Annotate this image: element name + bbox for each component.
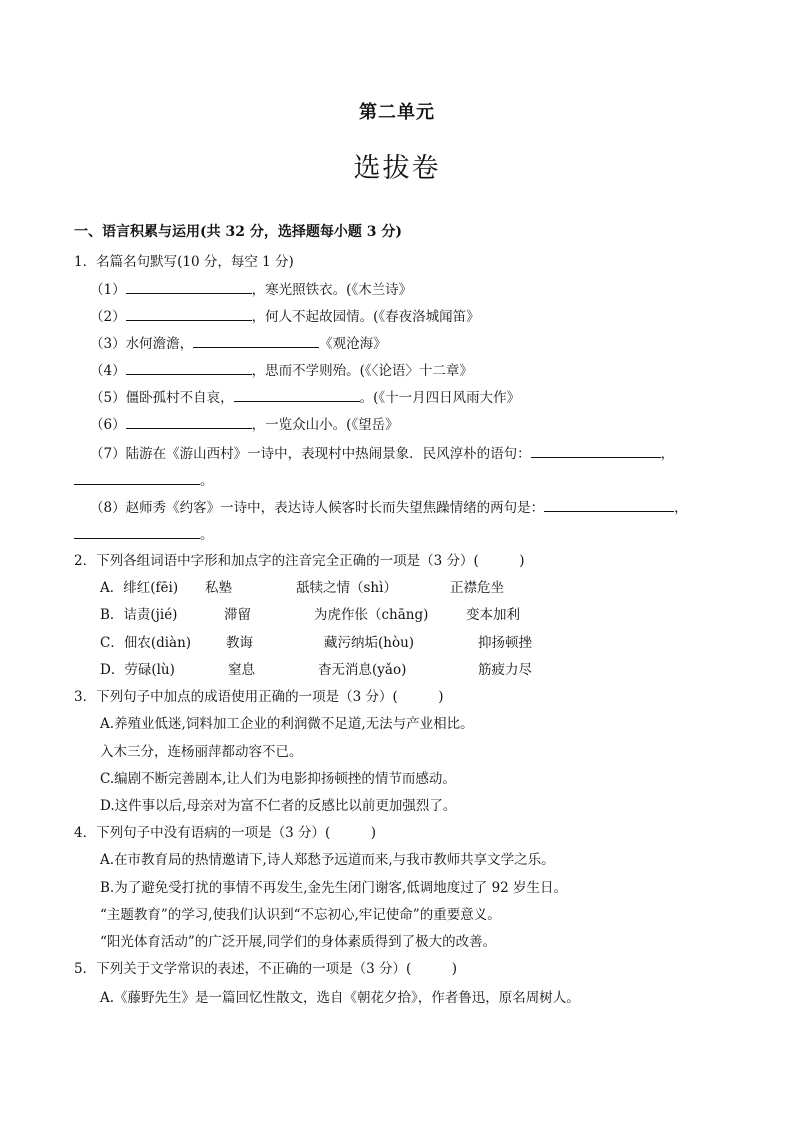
q1-item-7 bbox=[90, 443, 674, 464]
q4-option-a: A.在市教育局的热情邀请下,诗人郑愁予远道而来,与我市教师共享文学之乐。 bbox=[100, 852, 555, 868]
q1-item-8-comma: ， bbox=[674, 500, 688, 516]
q1-item-6-blank[interactable] bbox=[126, 414, 252, 429]
q1-item-7-blank-1[interactable] bbox=[531, 443, 661, 458]
q1-item-6 bbox=[90, 414, 399, 435]
q1-item-2 bbox=[90, 306, 480, 327]
q1-item-4-blank[interactable] bbox=[126, 360, 252, 375]
q1-item-7-end: 。 bbox=[200, 473, 214, 489]
q4-option-d: “阳光体育活动”的广泛开展,同学们的身体素质得到了极大的改善。 bbox=[100, 934, 497, 950]
q2-option-b-word1: B．诘责(jié) bbox=[100, 607, 178, 623]
q3-option-b: 入木三分，连杨丽萍都动容不已。 bbox=[100, 744, 303, 760]
q2-option-d-word4: 筋疲力尽 bbox=[478, 662, 532, 678]
q1-item-1-post: ，寒光照铁衣。(《木兰诗》 bbox=[251, 282, 413, 298]
q1-item-8 bbox=[90, 497, 688, 518]
q1-item-1 bbox=[90, 279, 412, 300]
question-4-stem: 4．下列句子中没有语病的一项是（3 分）( ) bbox=[74, 825, 377, 841]
exam-title: 选拔卷 bbox=[353, 153, 441, 184]
q1-item-4-pre: （4） bbox=[90, 363, 126, 379]
question-2-stem: 2．下列各组词语中字形和加点字的注音完全正确的一项是（3 分）( ) bbox=[74, 553, 525, 569]
q1-item-3 bbox=[90, 333, 387, 354]
q2-option-a-word3: 舐犊之情（shì） bbox=[296, 580, 397, 596]
q1-item-7-cont bbox=[74, 470, 214, 491]
q2-option-d-word2: 窒息 bbox=[228, 662, 255, 678]
q2-option-b-word3: 为虎作伥（chāng) bbox=[314, 607, 429, 623]
q1-item-5-pre: （5）僵卧孤村不自哀， bbox=[90, 390, 234, 406]
q2-option-c-word2: 教诲 bbox=[226, 635, 253, 651]
q2-option-d-word3: 杳无消息(yǎo) bbox=[318, 662, 407, 678]
q1-item-3-post: 《观沧海》 bbox=[319, 336, 387, 352]
q1-item-8-blank-2[interactable] bbox=[74, 524, 200, 539]
q1-item-8-blank-1[interactable] bbox=[544, 497, 674, 512]
q3-option-d: D.这件事以后,母亲对为富不仁者的反感比以前更加强烈了。 bbox=[100, 798, 457, 814]
q1-item-7-blank-2[interactable] bbox=[74, 470, 200, 485]
q4-option-b: B.为了避免受打扰的事情不再发生,金先生闭门谢客,低调地度过了 92 岁生日。 bbox=[100, 880, 568, 896]
q1-item-2-blank[interactable] bbox=[126, 306, 252, 321]
question-1-stem: 1．名篇名句默写(10 分，每空 1 分) bbox=[74, 254, 294, 270]
q1-item-7-comma: ， bbox=[660, 446, 675, 462]
question-3-stem: 3．下列句子中加点的成语使用正确的一项是（3 分）( ) bbox=[74, 689, 444, 705]
q2-option-d-word1: D．劳碌(lù) bbox=[100, 662, 175, 678]
q2-option-a-word2: 私塾 bbox=[205, 580, 232, 596]
q1-item-6-pre: （6） bbox=[90, 417, 126, 433]
q1-item-6-post: ，一览众山小。(《望岳》 bbox=[251, 417, 399, 433]
q3-option-c: C.编剧不断完善剧本,让人们为电影抑扬顿挫的情节而感动。 bbox=[100, 771, 456, 787]
q2-option-c-word4: 抑扬顿挫 bbox=[478, 635, 532, 651]
q1-item-4-post: ，思而不学则殆。(《〈论语〉十二章》 bbox=[251, 363, 473, 379]
q1-item-3-pre: （3）水何澹澹， bbox=[90, 336, 194, 352]
q4-option-c: “主题教育”的学习,使我们认识到“不忘初心,牢记使命”的重要意义。 bbox=[100, 907, 501, 923]
q1-item-8-cont bbox=[74, 524, 214, 545]
q1-item-1-pre: （1） bbox=[90, 282, 126, 298]
q3-option-a: A.养殖业低迷,饲料加工企业的利润微不足道,无法与产业相比。 bbox=[100, 716, 474, 732]
q5-option-a: A.《藤野先生》是一篇回忆性散文，选自《朝花夕拾》，作者鲁迅，原名周树人。 bbox=[100, 990, 580, 1006]
q2-option-b-word4: 变本加利 bbox=[466, 607, 520, 623]
q1-item-5-blank[interactable] bbox=[234, 387, 360, 402]
unit-title: 第二单元 bbox=[359, 102, 435, 123]
q1-item-2-pre: （2） bbox=[90, 309, 126, 325]
q2-option-c-word3: 藏污纳垢(hòu) bbox=[324, 635, 415, 651]
q2-option-a-word4: 正襟危坐 bbox=[450, 580, 504, 596]
q1-item-8-end: 。 bbox=[200, 527, 214, 543]
q1-item-3-blank[interactable] bbox=[193, 333, 319, 348]
section-heading: 一、语言积累与运用(共 32 分，选择题每小题 3 分) bbox=[74, 224, 402, 240]
q1-item-2-post: ，何人不起故园情。(《春夜洛城闻笛》 bbox=[251, 309, 480, 325]
q2-option-c-word1: C．佃农(diàn) bbox=[100, 635, 192, 651]
q2-option-b-word2: 滞留 bbox=[224, 607, 251, 623]
q1-item-5-post: 。(《十一月四日风雨大作》 bbox=[359, 390, 521, 406]
q2-option-a-word1: A．绯红(fēi) bbox=[100, 580, 179, 596]
q1-item-1-blank[interactable] bbox=[126, 279, 252, 294]
q1-item-5 bbox=[90, 387, 520, 408]
q1-item-8-text: （8）赵师秀《约客》一诗中，表达诗人候客时长而失望焦躁情绪的两句是： bbox=[90, 500, 545, 516]
q1-item-7-text: （7）陆游在《游山西村》一诗中，表现村中热闹景象．民风淳朴的语句： bbox=[90, 446, 531, 462]
question-5-stem: 5．下列关于文学常识的表述，不正确的一项是（3 分）( ) bbox=[74, 961, 458, 977]
q1-item-4 bbox=[90, 360, 473, 381]
